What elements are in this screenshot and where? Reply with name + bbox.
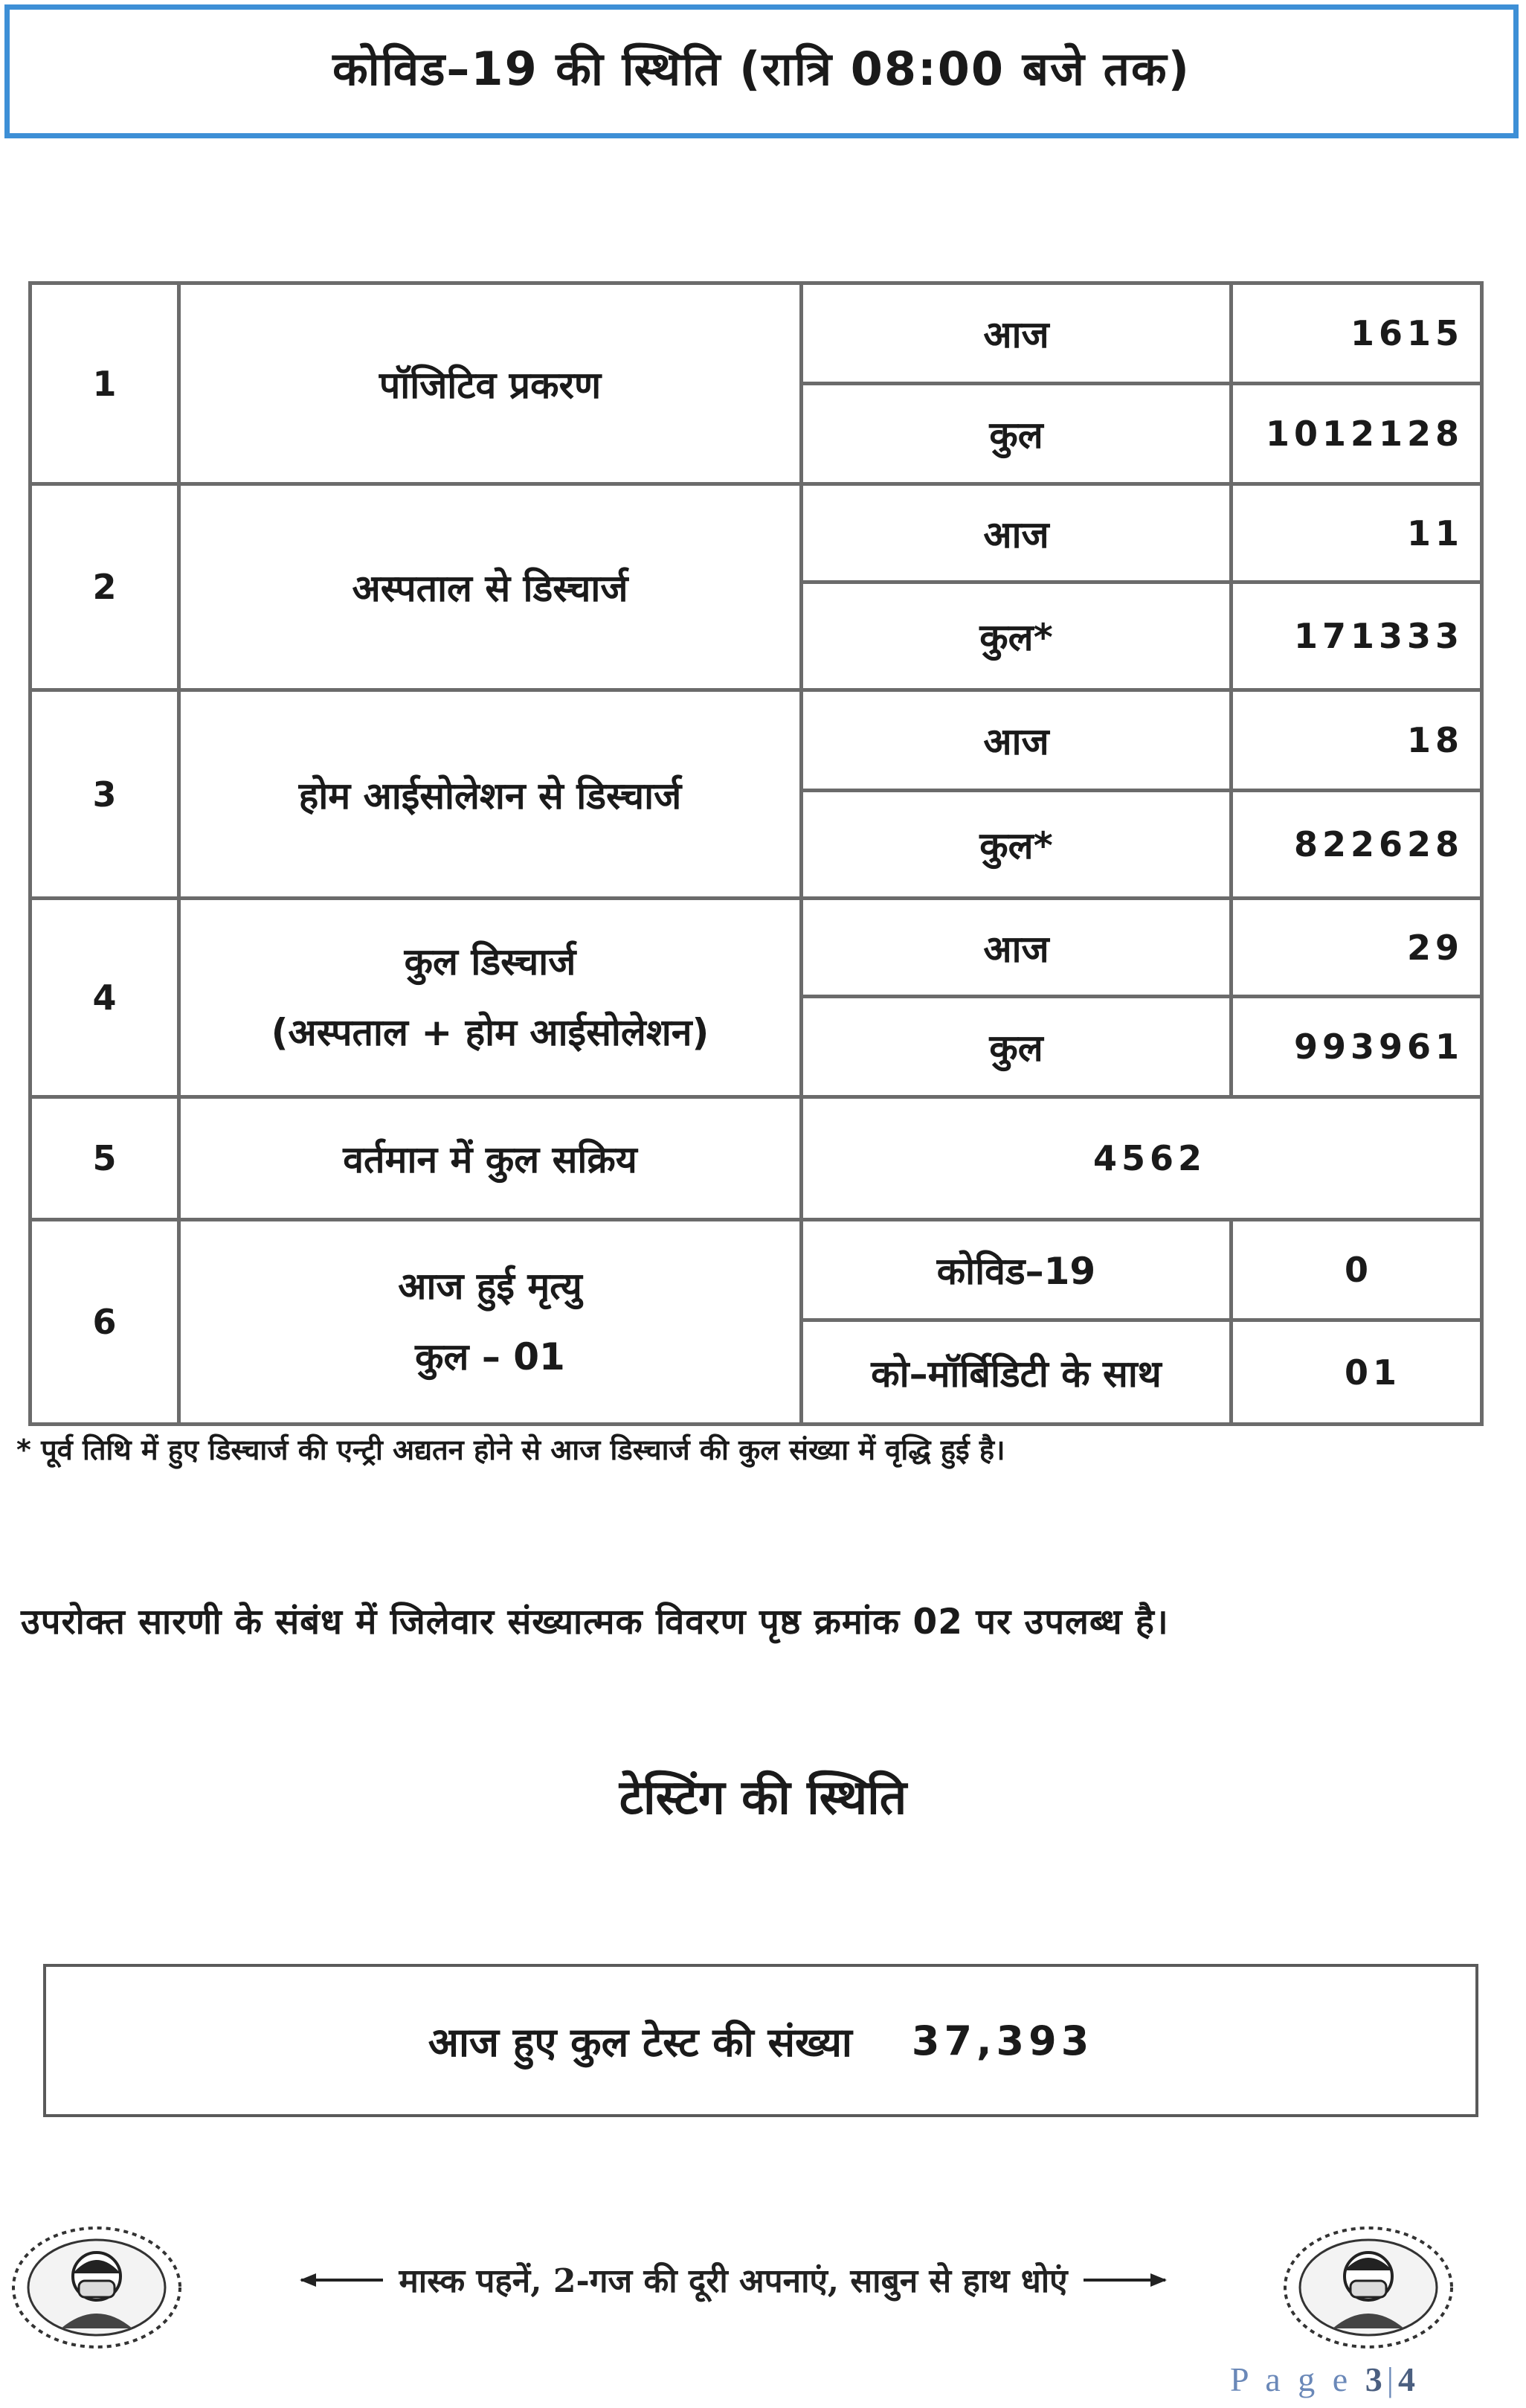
- value-cell: 29: [1232, 899, 1482, 997]
- row-label: [179, 1220, 802, 1425]
- sub-label: आज: [802, 283, 1232, 384]
- arrow-left-icon: [301, 2272, 383, 2287]
- tests-count: 37,393: [911, 2017, 1094, 2064]
- testing-heading: टेस्टिंग की स्थिति: [619, 1770, 907, 1826]
- row-label: अस्पताल से डिस्चार्ज: [179, 484, 802, 690]
- value-cell: 18: [1232, 690, 1482, 791]
- sub-label: आज: [802, 690, 1232, 791]
- safety-banner: [0, 2224, 1526, 2351]
- row-label: पॉजिटिव प्रकरण: [179, 283, 802, 484]
- table-row: [30, 1220, 1482, 1320]
- covid-status-table: [28, 281, 1484, 1426]
- safety-slogan: [198, 2257, 1269, 2302]
- masked-person-icon: [9, 2224, 184, 2351]
- discharge-footnote: * पूर्व तिथि में हुए डिस्चार्ज की एन्ट्री अद्यतन होने से आज डिस्चार्ज की कुल संख्या में वृद्धि हुई है।: [16, 1433, 1005, 1466]
- row-label-line1: आज हुई मृत्यु: [398, 1265, 582, 1308]
- table-row: [30, 1097, 1482, 1220]
- sub-label: कुल*: [802, 582, 1232, 690]
- page-title: कोविड–19 की स्थिति (रात्रि 08:00 बजे तक): [332, 42, 1191, 96]
- sub-label: कुल: [802, 997, 1232, 1097]
- row-label-line2: (अस्पताल + होम आईसोलेशन): [271, 1011, 709, 1054]
- table-row: [30, 484, 1482, 582]
- value-cell: 4562: [802, 1097, 1482, 1220]
- page-prefix: P a g e: [1230, 2360, 1353, 2398]
- arrow-right-icon: [1084, 2272, 1165, 2287]
- sub-label: को–मॉर्बिडिटी के साथ: [802, 1320, 1232, 1425]
- reference-note: उपरोक्त सारणी के संबंध में जिलेवार संख्यात्मक विवरण पृष्ठ क्रमांक 02 पर उपलब्ध है।: [21, 1602, 1169, 1643]
- table-row: [30, 283, 1482, 384]
- table-row: [30, 899, 1482, 997]
- masked-person-icon: [1281, 2224, 1456, 2351]
- value-cell: 1012128: [1232, 384, 1482, 484]
- value-cell: 01: [1232, 1320, 1482, 1425]
- testing-summary-box: [43, 1964, 1478, 2117]
- page-separator: |: [1386, 2360, 1398, 2398]
- value-cell: 0: [1232, 1220, 1482, 1320]
- value-cell: 171333: [1232, 582, 1482, 690]
- serial-number: 6: [30, 1220, 179, 1425]
- value-cell: 822628: [1232, 791, 1482, 899]
- sub-label: कुल: [802, 384, 1232, 484]
- table-row: [30, 690, 1482, 791]
- total-pages: 4: [1397, 2360, 1420, 2398]
- value-cell: 1615: [1232, 283, 1482, 384]
- serial-number: 1: [30, 283, 179, 484]
- serial-number: 3: [30, 690, 179, 899]
- serial-number: 4: [30, 899, 179, 1097]
- serial-number: 2: [30, 484, 179, 690]
- current-page: 3: [1365, 2360, 1387, 2398]
- slogan-text: मास्क पहनें, 2-गज की दूरी अपनाएं, साबुन से हाथ धोएं: [399, 2262, 1068, 2300]
- sub-label: आज: [802, 484, 1232, 582]
- tests-label: आज हुए कुल टेस्ट की संख्या: [428, 2019, 852, 2066]
- row-label: [179, 899, 802, 1097]
- row-label: होम आईसोलेशन से डिस्चार्ज: [179, 690, 802, 899]
- value-cell: 11: [1232, 484, 1482, 582]
- serial-number: 5: [30, 1097, 179, 1220]
- row-label: वर्तमान में कुल सक्रिय: [179, 1097, 802, 1220]
- sub-label: कुल*: [802, 791, 1232, 899]
- page-header: [4, 4, 1519, 138]
- row-label-line2: कुल – 01: [415, 1335, 565, 1378]
- row-label-line1: कुल डिस्चार्ज: [404, 940, 576, 983]
- page-number: [1230, 2360, 1420, 2399]
- sub-label: कोविड–19: [802, 1220, 1232, 1320]
- sub-label: आज: [802, 899, 1232, 997]
- value-cell: 993961: [1232, 997, 1482, 1097]
